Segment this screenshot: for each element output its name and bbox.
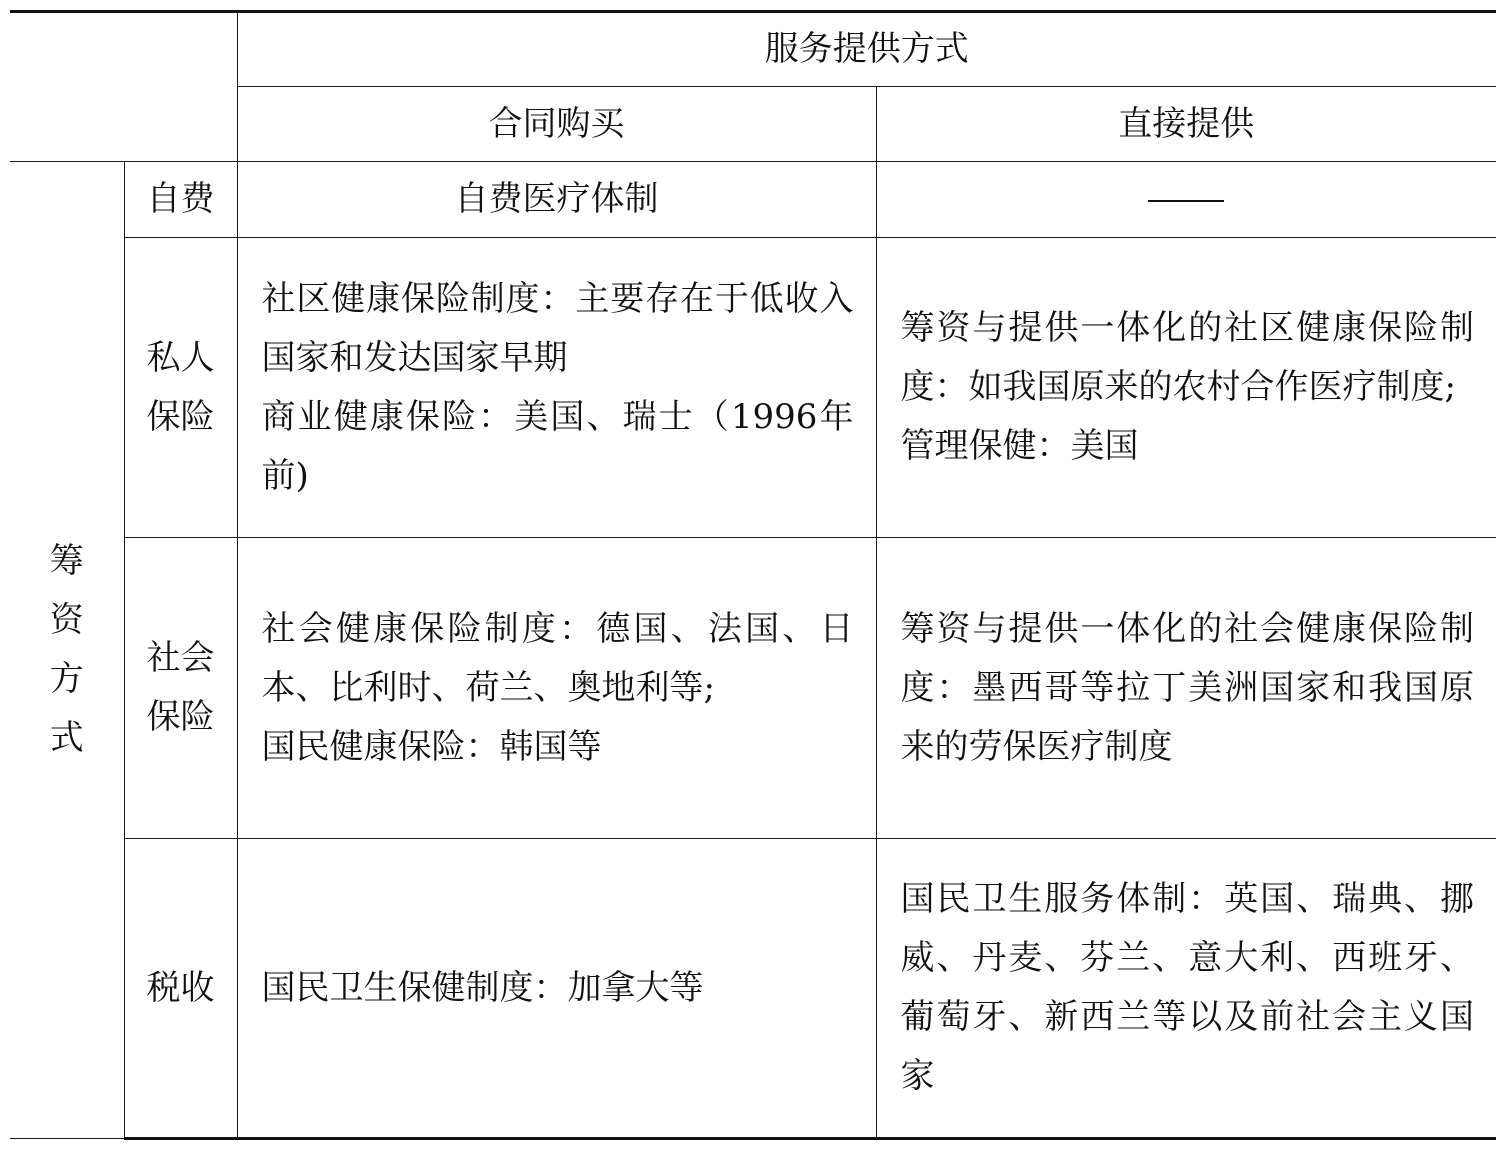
direct-cell (876, 162, 1496, 238)
contract-cell (237, 162, 876, 238)
direct-text: 管理保健：美国 (900, 426, 1139, 466)
direct-cell (876, 839, 1496, 1139)
header-col-contract: 合同购买 (237, 87, 876, 162)
table-row (10, 238, 1496, 538)
direct-cell (876, 538, 1496, 839)
row-label-cell (124, 238, 237, 538)
direct-text: 筹资与提供一体化的社会健康保险制度：墨西哥等拉丁美洲国家和我国原来的劳保医疗制度 (900, 608, 1474, 767)
row-label: 私人保险 (146, 337, 215, 437)
header-group-title: 服务提供方式 (237, 12, 1496, 87)
contract-text: 自费医疗体制 (454, 179, 659, 219)
direct-text: 国民卫生服务体制：英国、瑞典、挪威、丹麦、芬兰、意大利、西班牙、葡萄牙、新西兰等以及前社会主义国家 (900, 879, 1474, 1096)
header-corner-cell (10, 12, 237, 162)
row-group-label: 筹资方式 (49, 541, 84, 758)
header-col-direct: 直接提供 (876, 87, 1496, 162)
row-label-cell (124, 538, 237, 839)
contract-cell (237, 538, 876, 839)
row-label: 社会保险 (146, 638, 215, 737)
contract-text: 国民健康保险：韩国等 (261, 726, 602, 767)
direct-text: 筹资与提供一体化的社区健康保险制度：如我国原来的农村合作医疗制度; (900, 308, 1474, 407)
row-group-label-cell (10, 162, 124, 1139)
table-row (10, 162, 1496, 238)
row-label-cell (124, 162, 237, 238)
financing-delivery-table-container (10, 10, 1496, 1140)
financing-delivery-table (10, 10, 1496, 1140)
contract-text: 商业健康保险：美国、瑞士（1996年前) (261, 396, 854, 496)
direct-empty-dash (1148, 200, 1224, 202)
contract-text: 社区健康保险制度：主要存在于低收入国家和发达国家早期 (261, 278, 854, 378)
row-label-cell (124, 839, 237, 1139)
direct-cell (876, 238, 1496, 538)
contract-cell (237, 238, 876, 538)
contract-text: 国民卫生保健制度：加拿大等 (261, 967, 704, 1008)
row-label: 自费 (146, 179, 215, 219)
table-row (10, 839, 1496, 1139)
row-label: 税收 (146, 967, 215, 1008)
contract-text: 社会健康保险制度：德国、法国、日本、比利时、荷兰、奥地利等; (261, 608, 854, 708)
table-row (10, 538, 1496, 839)
header-row-group (10, 12, 1496, 87)
contract-cell (237, 839, 876, 1139)
